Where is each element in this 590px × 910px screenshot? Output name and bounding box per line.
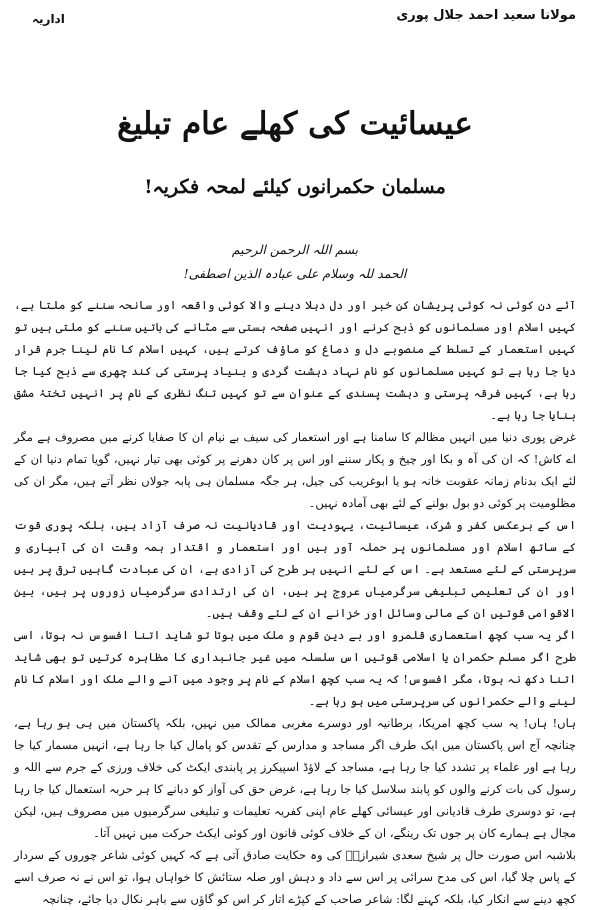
paragraph: آئے دن کوئی نہ کوئی پریشان کن خبر اور دل دہلا دینے والا کوئی واقعہ اور سانحہ سننے کو ملتا ہے، کہیں اسلام اور مسلمانوں کو ذبح کرنے اور انہیں صفحہ ہستی سے مٹانے کی باتیں سننے کو ملتی ہیں تو کہیں استعمار کے تسلط کے منصوبے دل و دماغ کو ماؤف کرتے ہیں، کہیں اسلام کا نام لینا جرم قرار دیا جا رہا ہے تو کہیں مسلمانوں کو نام نہاد دہشت گردی و بنیاد پرستی کی کند چھری سے ذبح کیا جا رہا ہے، کہیں فرقہ پرستی و دہشت پسندی کے عنوان سے تو کہیں تنگ نظری کے نام پر انہیں تختۂ مشق بنایا جا رہا ہے۔: [14, 298, 576, 422]
article-subtitle: مسلمان حکمرانوں کیلئے لمحہ فکریہ!: [144, 176, 446, 198]
paragraph: اگر یہ سب کچھ استعماری قلمرو اور بے دین قوم و ملک میں ہوتا تو شاید اتنا افسوس نہ ہوتا، اسی طرح اگر مسلم حکمران یا اسلامی قوتیں اس سلسلہ میں غیر جانبداری کا مظاہرہ کرتیں تو بھی شاید اتنا دکھ نہ ہوتا، مگر افسوس! کہ یہ سب کچھ اسلام کے نام پر وجود میں آنے والے ملک اور اسلام کا نام لینے والے حکمرانوں کی سرپرستی میں ہو رہا ہے۔: [14, 628, 576, 708]
bismillah: بسم اللہ الرحمن الرحیم: [231, 242, 359, 257]
salutation: الحمد للہ وسلام علی عبادہ الذین اصطفی!: [183, 266, 407, 281]
author-name: مولانا سعید احمد جلال پوری: [396, 8, 576, 23]
paragraph: بلاشبہ اس صورت حال پر شیخ سعدی شیرازیؒ کی وہ حکایت صادق آتی ہے کہ کہیں کوئی شاعر چوروں کے سردار کے پاس چلا گیا، اس کی مدح سرائی پر اس سے داد و دہش اور صلہ ستائش کا خواہاں ہوا، تو اس نے نہ صرف اسے کچھ دینے سے انکار کیا، بلکہ کہنے لگا: شاعر صاحب کے کپڑے اتار کر اس کو گاؤں سے باہر نکال دیا جائے، چنانچہ: [14, 848, 576, 906]
article-title: عیسائیت کی کھلے عام تبلیغ: [117, 106, 473, 142]
paragraph: اس کے برعکس کفر و شرک، عیسائیت، یہودیت اور قادیانیت نہ صرف آزاد ہیں، بلکہ پوری قوت کے ساتھ اسلام اور مسلمانوں پر حملہ آور ہیں اور استعمار و اقتدار ہمہ وقت ان کی آبیاری و سرپرستی کے لئے مستعد ہے۔ اس کے لئے انہیں ہر طرح کی آزادی ہے، ان کی عبادت گاہیں ترقی پر ہیں اور ان کی تعلیمی تبلیغی سرگرمیاں عروج پر ہیں، ان کی ارتدادی سرگرمیاں زوروں پر ہیں، بین الاقوامی قوتیں ان کے مالی وسائل اور خزانے ان کے لئے وقف ہیں۔: [14, 518, 576, 620]
paragraph: غرض پوری دنیا میں انہیں مظالم کا سامنا ہے اور استعمار کی سیف بے نیام ان کا صفایا کرنے میں مصروف ہے مگر اے کاش! کہ ان کی آہ و بکا اور چیخ و پکار سننے اور اس پر کان دھرنے پر کوئی بھی تیار نہیں، گویا تمام دنیا ان کے لئے ایک بدنام زمانہ عقوبت خانہ ہو یا ابوغریب کی جیل، ہر جگہ مسلمان ہی پابہ جولاں نظر آتے ہیں، مگر ان کی مظلومیت پر کوئی دو بول بولنے کے لئے بھی آمادہ نہیں۔: [14, 430, 576, 510]
article-body: [14, 294, 576, 910]
paragraph: ہاں! ہاں! یہ سب کچھ امریکا، برطانیہ اور دوسرے مغربی ممالک میں نہیں، بلکہ پاکستان میں ہی ہو رہا ہے، چنانچہ آج اس پاکستان میں ایک طرف اگر مساجد و مدارس کے تقدس کو پامال کیا جا رہا ہے، انہیں مسمار کیا جا رہا ہے اور علماء پر تشدد کیا جا رہا ہے، مساجد کے لاؤڈ اسپیکرز پر پابندی ایکٹ کی خلاف ورزی کے جرم سے اللہ و رسول کی بات کرنے والوں کو پابند سلاسل کیا جا رہا ہے، غرض حق کی آواز کو دبانے کا ہر حربہ استعمال کیا جا رہا ہے، تو دوسری طرف قادیانی اور عیسائی کھلے عام اپنی کفریہ تعلیمات و تبلیغی سرگرمیوں میں مصروف ہیں، لیکن مجال ہے ہمارے کان پر جوں تک رینگے، ان کے خلاف کوئی قانون اور کوئی ایکٹ حرکت میں نہیں آتا۔: [14, 716, 576, 840]
section-label: اداریہ: [32, 12, 65, 26]
